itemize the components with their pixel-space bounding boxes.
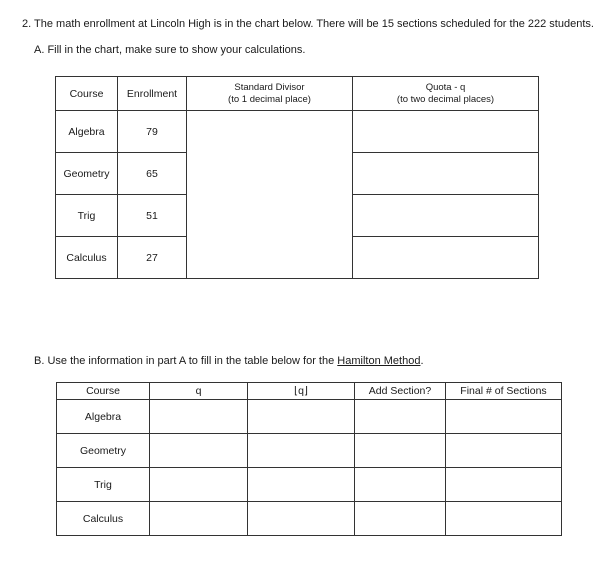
floor-q-cell[interactable] xyxy=(248,502,355,536)
add-section-cell[interactable] xyxy=(355,502,446,536)
header-standard-divisor xyxy=(187,77,353,111)
enrollment-cell: 79 xyxy=(118,111,187,153)
floor-q-cell[interactable] xyxy=(248,400,355,434)
header-q: q xyxy=(150,383,248,400)
header-course: Course xyxy=(57,383,150,400)
course-cell: Trig xyxy=(56,195,118,237)
final-sections-cell[interactable] xyxy=(446,502,562,536)
q-cell[interactable] xyxy=(150,502,248,536)
enrollment-cell: 51 xyxy=(118,195,187,237)
floor-q-cell[interactable] xyxy=(248,468,355,502)
quota-cell[interactable] xyxy=(353,237,539,279)
enrollment-table xyxy=(55,76,539,279)
add-section-cell[interactable] xyxy=(355,400,446,434)
table-row xyxy=(56,111,539,153)
standard-divisor-cell[interactable] xyxy=(187,111,353,279)
q-cell[interactable] xyxy=(150,400,248,434)
add-section-cell[interactable] xyxy=(355,468,446,502)
table-row xyxy=(57,502,562,536)
course-cell: Geometry xyxy=(56,153,118,195)
quota-cell[interactable] xyxy=(353,153,539,195)
header-quota-note: (to two decimal places) xyxy=(396,93,495,105)
table-row xyxy=(57,434,562,468)
q-cell[interactable] xyxy=(150,434,248,468)
hamilton-method-link: Hamilton Method xyxy=(337,355,421,367)
header-course: Course xyxy=(56,77,118,111)
course-cell: Algebra xyxy=(56,111,118,153)
course-cell: Algebra xyxy=(57,400,150,434)
header-enrollment: Enrollment xyxy=(118,77,187,111)
quota-cell[interactable] xyxy=(353,195,539,237)
add-section-cell[interactable] xyxy=(355,434,446,468)
part-a-instruction: A. Fill in the chart, make sure to show your calculations. xyxy=(34,44,306,56)
header-quota-title: Quota - q xyxy=(425,81,466,93)
question-text: 2. The math enrollment at Lincoln High is in the chart below. There will be 15 sections scheduled for the 222 students. xyxy=(22,18,594,30)
final-sections-cell[interactable] xyxy=(446,434,562,468)
header-quota xyxy=(353,77,539,111)
header-add-section: Add Section? xyxy=(355,383,446,400)
part-b-instruction xyxy=(34,355,424,367)
q-cell[interactable] xyxy=(150,468,248,502)
final-sections-cell[interactable] xyxy=(446,400,562,434)
table-row xyxy=(57,468,562,502)
course-cell: Trig xyxy=(57,468,150,502)
hamilton-table-header-row xyxy=(57,383,562,400)
course-cell: Calculus xyxy=(57,502,150,536)
header-floor-q: ⌊q⌋ xyxy=(248,383,355,400)
part-b-suffix: . xyxy=(420,355,424,367)
hamilton-table xyxy=(56,382,562,536)
table-row xyxy=(57,400,562,434)
enrollment-table-header-row xyxy=(56,77,539,111)
enrollment-cell: 27 xyxy=(118,237,187,279)
quota-cell[interactable] xyxy=(353,111,539,153)
floor-q-cell[interactable] xyxy=(248,434,355,468)
part-b-prefix: B. Use the information in part A to fill in the table below for the xyxy=(34,355,338,367)
header-final-sections: Final # of Sections xyxy=(446,383,562,400)
final-sections-cell[interactable] xyxy=(446,468,562,502)
header-divisor-note: (to 1 decimal place) xyxy=(228,93,311,105)
course-cell: Geometry xyxy=(57,434,150,468)
course-cell: Calculus xyxy=(56,237,118,279)
header-divisor-title: Standard Divisor xyxy=(234,81,305,93)
enrollment-cell: 65 xyxy=(118,153,187,195)
